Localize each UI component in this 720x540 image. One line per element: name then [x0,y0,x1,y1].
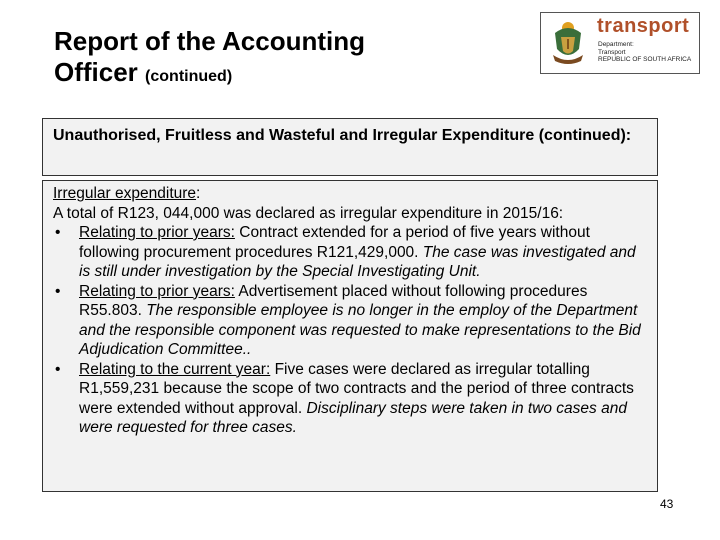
title-line1: Report of the Accounting [54,26,366,56]
title-suffix: (continued) [145,68,233,85]
bullet-italic: The responsible employee is no longer in the employ of the Department and the responsible component was requested to make representations to the Bid Adjudication Committee.. [79,302,641,358]
bullet-italic: The case was investigated and is still under investigation by the Special Investigating Unit. [79,243,636,280]
logo-dept-line2: Transport [598,48,626,56]
logo-department [598,41,691,64]
bullet-text: Advertisement placed without following procedures R55.803. [79,282,588,319]
bullet-label: Relating to prior years: [79,282,235,300]
bullet-text: Contract extended for a period of five years without following procurement procedures R121,429,000. [79,224,590,261]
list-item [53,360,647,438]
department-logo [540,12,700,74]
section-heading-box [42,118,658,176]
coat-of-arms-icon [549,19,587,67]
subheading-colon: : [196,185,201,202]
bullet-label: Relating to prior years: [79,224,235,241]
bullet-icon: • [55,282,61,300]
bullet-italic: Disciplinary steps were taken in two cases and were requested for three cases. [79,399,627,436]
list-item [53,282,647,360]
bullet-list [53,223,647,438]
bullet-icon: • [55,360,61,378]
list-item [53,223,647,282]
section-heading: Unauthorised, Fruitless and Wasteful and Irregular Expenditure (continued): [53,127,632,144]
page-number: 43 [660,497,674,511]
logo-dept-line1: Department: [598,41,634,48]
bullet-icon: • [55,224,61,241]
subheading: Irregular expenditure [53,185,197,202]
logo-brand: transport [597,15,690,37]
bullet-label: Relating to the current year: [79,360,271,378]
content-box [42,180,658,492]
bullet-text: Five cases were declared as irregular totalling R1,559,231 because the scope of two contracts and the period of three contracts were extended without approval. [79,360,634,417]
intro-text: A total of R123, 044,000 was declared as irregular expenditure in 2015/16: [53,204,564,222]
title-line2: Officer [54,57,138,87]
logo-dept-line3: REPUBLIC OF SOUTH AFRICA [598,56,692,63]
page-title [54,26,504,92]
subheading-line [53,184,647,204]
